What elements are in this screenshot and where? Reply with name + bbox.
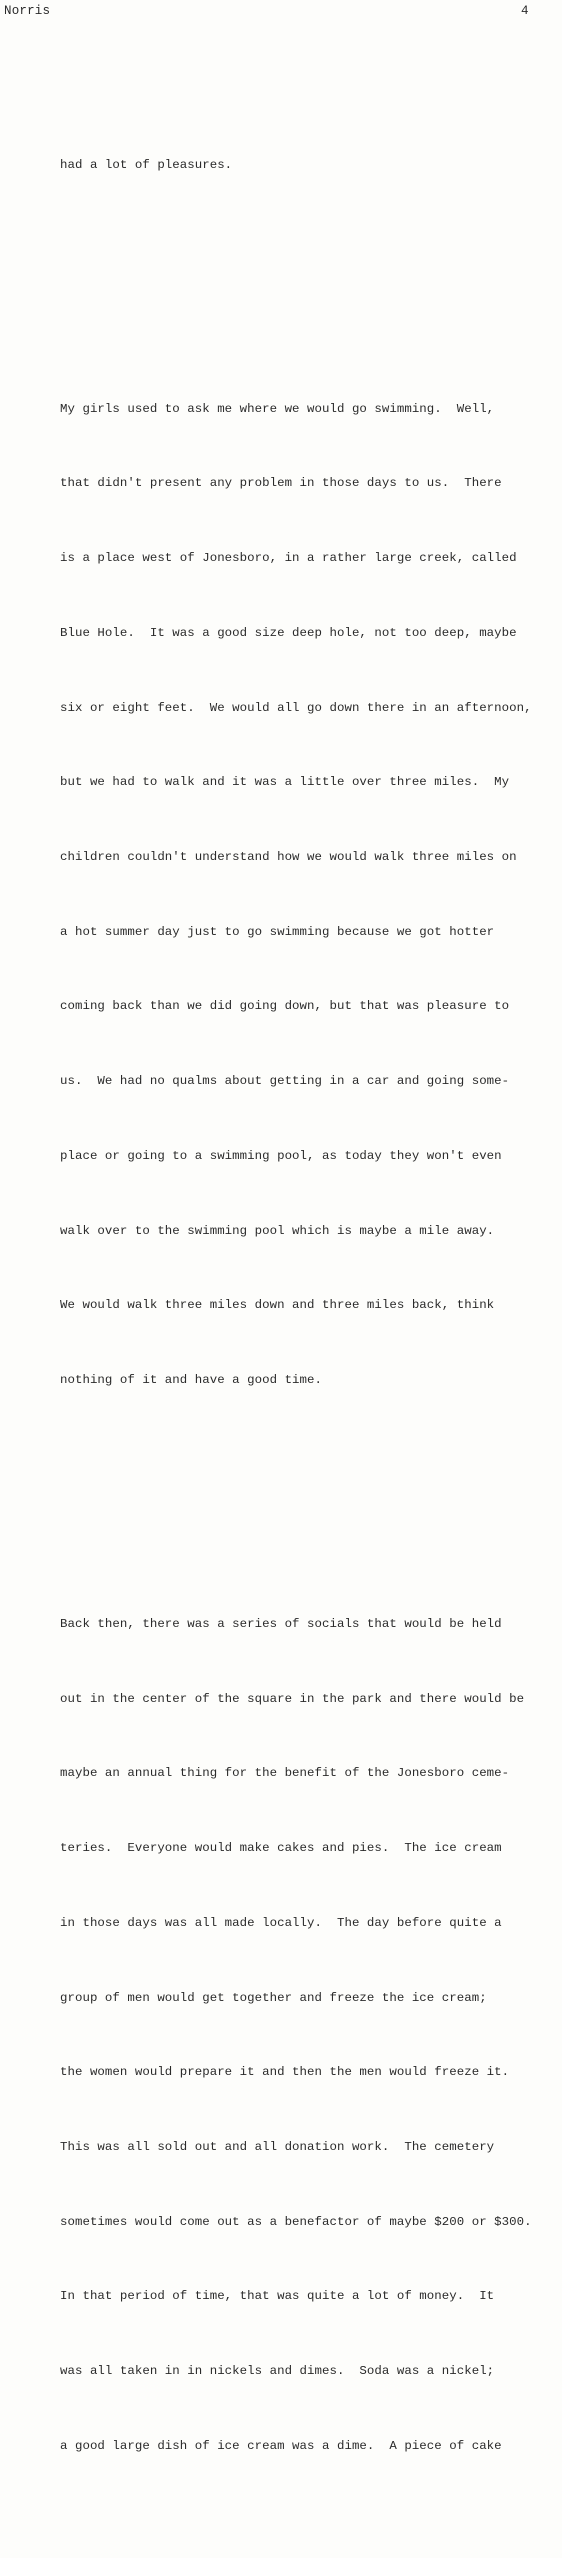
text-line: place or going to a swimming pool, as today they won't even (60, 1148, 502, 1163)
text-line: coming back than we did going down, but that was pleasure to (60, 999, 510, 1014)
text-line: This was all sold out and all donation work. The cemetery (60, 2139, 495, 2154)
text-line: walk over to the swimming pool which is maybe a mile away. (60, 1223, 495, 1238)
text-line: the women would prepare it and then the men would freeze it. (60, 2065, 510, 2080)
text-line: group of men would get together and freeze the ice cream; (60, 1990, 487, 2005)
text-line: In that period of time, that was quite a lot of money. It (60, 2289, 495, 2304)
text-line: a good large dish of ice cream was a dime. A piece of cake (60, 2438, 502, 2453)
text-line: is a place west of Jonesboro, in a rather large creek, called (60, 551, 517, 566)
text-line: but we had to walk and it was a little over three miles. My (60, 775, 510, 790)
text-line: had a lot of pleasures. (60, 157, 233, 172)
text-line: in those days was all made locally. The day before quite a (60, 1915, 502, 1930)
text-line: that didn't present any problem in those days to us. There (60, 476, 502, 491)
paragraph-2 (60, 347, 560, 1443)
page-number: 4 (521, 4, 529, 18)
body-text (60, 53, 560, 2558)
text-line: Back then, there was a series of socials that would be held (60, 1617, 502, 1632)
text-line: We would walk three miles down and three miles back, think (60, 1298, 495, 1313)
text-line: teries. Everyone would make cakes and pies. The ice cream (60, 1841, 502, 1856)
text-line: six or eight feet. We would all go down there in an afternoon, (60, 700, 532, 715)
text-line: My girls used to ask me where we would go swimming. Well, (60, 401, 495, 416)
header-name: Norris (4, 4, 51, 18)
text-line: out in the center of the square in the park and there would be (60, 1691, 525, 1706)
paragraph-3 (60, 1562, 560, 2508)
text-line: us. We had no qualms about getting in a car and going some- (60, 1074, 510, 1089)
text-line: a hot summer day just to go swimming because we got hotter (60, 924, 495, 939)
text-line: was all taken in in nickels and dimes. Soda was a nickel; (60, 2364, 495, 2379)
text-line: nothing of it and have a good time. (60, 1372, 322, 1387)
text-line: Blue Hole. It was a good size deep hole, not too deep, maybe (60, 625, 517, 640)
paragraph-1 (60, 103, 560, 228)
text-line: children couldn't understand how we would walk three miles on (60, 849, 517, 864)
text-line: sometimes would come out as a benefactor of maybe $200 or $300. (60, 2214, 532, 2229)
text-line: maybe an annual thing for the benefit of the Jonesboro ceme- (60, 1766, 510, 1781)
